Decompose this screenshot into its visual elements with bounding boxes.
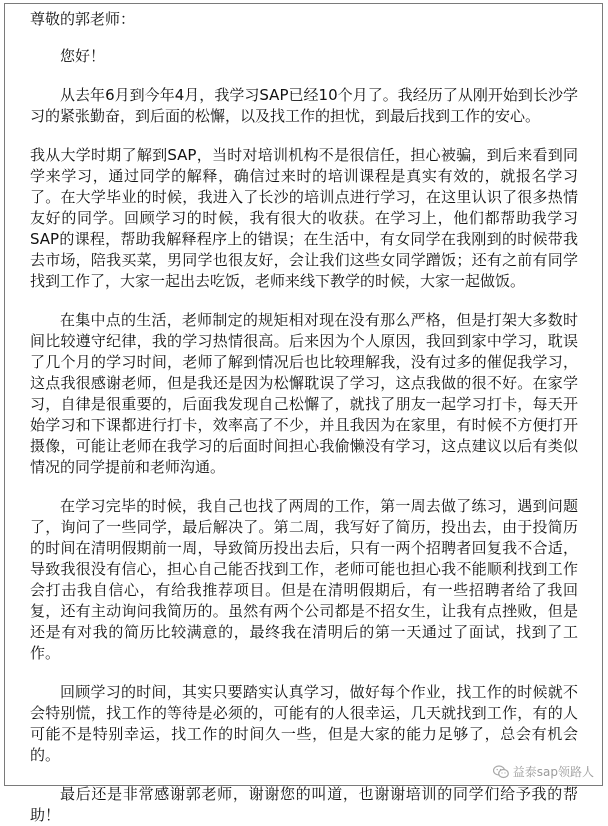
wechat-icon: [493, 765, 509, 779]
paragraph-3: 在集中点的生活，老师制定的规矩相对现在没有那么严格，但是打架大多数时间比较遵守纪律，我的学习热情很高。后来因为个人原因，我回到家中学习，耽误了几个月的学习时间，老师了解到情况后也比较理解我，没有过多的催促我学习，这点我很感谢老师，但是我还是因为松懈耽误了学习，这点我做的很不好。在家学习，自律是很重要的，后面我发现自己松懈了，就找了朋友一起学习打卡，每天开始学习和下课都进行打卡，效率高了不少，并且我因为在家里，有时候不方便打开摄像，可能让老师在我学习的后面时间担心我偷懒没有学习，这点建议以后有类似情况的同学提前和老师沟通。: [30, 311, 578, 476]
watermark-text: 益泰sap领路人: [512, 765, 594, 779]
salutation: 尊敬的郭老师：: [30, 10, 136, 28]
paragraph-4: 在学习完毕的时候，我自己也找了两周的工作，第一周去做了练习，遇到问题了，询问了一些同学，最后解决了。第二周，我写好了简历，投出去，由于投简历的时间在清明假期前一周，导致简历投出去后，只有一两个招聘者回复我不合适，导致我很没有信心，担心自己能否找到工作，老师可能也担心我不能顺利找到工作会打击我自信心，有给我推荐项目。但是在清明假期后，有一些招聘者给了我回复，还有主动询问我简历的。虽然有两个公司都是不招女生，让我有点挫败，但是还是有对我的简历比较满意的，最终我在清明后的第一天通过了面试，找到了工作。: [30, 497, 578, 662]
paragraph-6: 最后还是非常感谢郭老师，谢谢您的叫道，也谢谢培训的同学们给予我的帮助！: [30, 785, 578, 824]
greeting: 您好！: [60, 47, 106, 65]
watermark: [493, 763, 594, 780]
paragraph-5: 回顾学习的时间，其实只要踏实认真学习，做好每个作业，找工作的时候就不会特别慌，找工作的等待是必须的，可能有的人很幸运，几天就找到工作，有的人可能不是特别幸运，找工作的时间久一些，但是大家的能力足够了，总会有机会的。: [30, 683, 578, 764]
paragraph-1: 从去年6月到今年4月，我学习SAP已经10个月了。我经历了从刚开始到长沙学习的紧张勤奋，到后面的松懈，以及找工作的担忧，到最后找到工作的安心。: [30, 86, 578, 125]
paragraph-2: 我从大学时期了解到SAP，当时对培训机构不是很信任，担心被骗，到后来看到同学来学习，通过同学的解释，确信过来时的培训课程是真实有效的，就报名学习了。在大学毕业的时候，我进入了长沙的培训点进行学习，在这里认识了很多热情友好的同学。回顾学习的时候，我有很大的收获。在学习上，他们都帮助我学习SAP的课程，帮助我解释程序上的错误；在生活中，有女同学在我刚到的时候带我去市场，陪我买菜，男同学也很友好，会让我们这些女同学蹭饭；还有之前有同学找到工作了，大家一起出去吃饭，老师来线下教学的时候，大家一起做饭。: [30, 146, 578, 290]
letter-body: [30, 9, 578, 826]
